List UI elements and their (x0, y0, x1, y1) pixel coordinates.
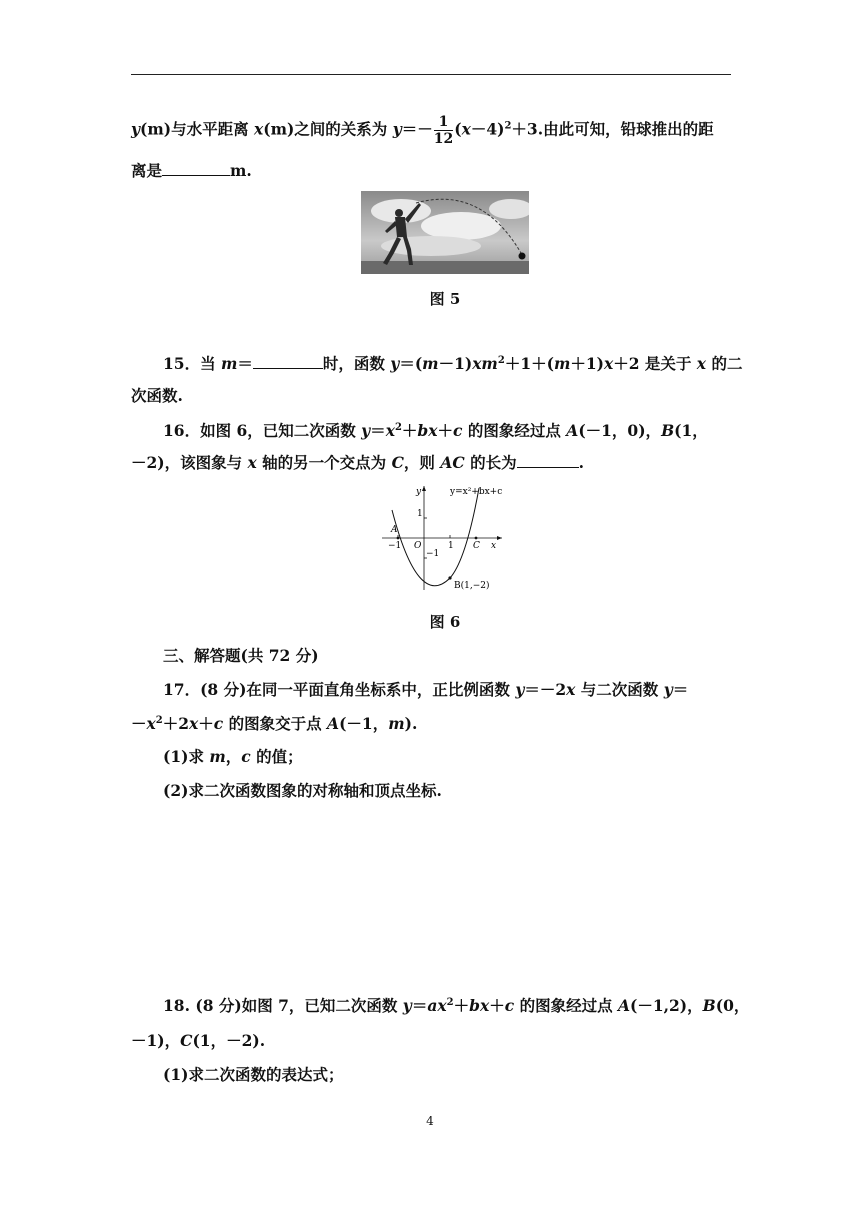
q15-line1: 15．当 m＝ 时，函数 $y=(m-1)xm^2+1+(m+1)x+2$ 是关于 x 的二 (163, 354, 743, 373)
q16-line1: 16．如图 6，已知二次函数 $y=x^2+bx+c$ 的图象经过点 A(－1，0)，B(1， (163, 421, 708, 440)
parabola-graph (378, 480, 508, 595)
q18-line1: 18. (8 分)如图 7，已知二次函数 $y=ax^2+bx+c$ 的图象经过点 A(－1,2)，B(0， (163, 996, 750, 1015)
figure-6-caption: 图 6 (429, 613, 461, 631)
point-a-label: A (391, 525, 398, 535)
point-c-label: C (473, 541, 480, 551)
point-b (448, 576, 451, 579)
x-tick-minus-1: −1 (388, 541, 402, 551)
header-rule (131, 74, 731, 75)
x-axis-arrow (497, 536, 502, 540)
q17-line2: $-x^2+2x+c$ 的图象交于点 A(－1，m). (131, 714, 418, 733)
x-tick-1: 1 (448, 541, 454, 551)
q17-part2: (2)求二次函数图象的对称轴和顶点坐标. (163, 781, 442, 800)
shot-put-photo (361, 191, 529, 274)
page-number: 4 (426, 1114, 434, 1128)
q18-part1: (1)求二次函数的表达式； (163, 1065, 344, 1084)
section-heading: 三、解答题(共 72 分) (163, 646, 319, 665)
answer-blank-q14[interactable] (162, 161, 230, 176)
q15-line2: 次函数. (131, 386, 183, 405)
curve-label: y=x²+bx+c (450, 487, 503, 497)
origin-label: O (414, 541, 422, 551)
q16-line2: －2)，该图象与 x 轴的另一个交点为 C，则 AC 的长为 . (131, 453, 584, 472)
q17-line1: 17．(8 分)在同一平面直角坐标系中，正比例函数 y＝－2x 与二次函数 y＝ (163, 680, 689, 699)
answer-blank-q15[interactable] (253, 354, 323, 369)
y-tick-minus-1: −1 (426, 549, 440, 559)
parabola-curve (392, 488, 479, 586)
point-a (397, 537, 400, 540)
x-axis-label: x (491, 541, 497, 551)
figure-5-caption: 图 5 (429, 290, 461, 308)
answer-blank-q16[interactable] (517, 453, 579, 468)
q18-line2: －1)，C(1，－2). (131, 1031, 266, 1050)
y-axis-label: y (416, 487, 422, 497)
q14-line2: 离是 m. (131, 161, 252, 180)
point-b-label: B(1,−2) (454, 581, 490, 591)
point-c (475, 537, 478, 540)
q14-line1: y(m)与水平距离 x(m)之间的关系为 y＝－ $\frac{1}{12}$ $(x-4)^2+3$.由此可知，铅球推出的距 (131, 114, 714, 147)
y-axis-arrow (422, 486, 426, 491)
y-tick-1: 1 (417, 509, 423, 519)
q17-part1: (1)求 m，c 的值； (163, 747, 303, 766)
fraction-one-twelfth: $\frac{1}{12}$ (433, 114, 454, 147)
